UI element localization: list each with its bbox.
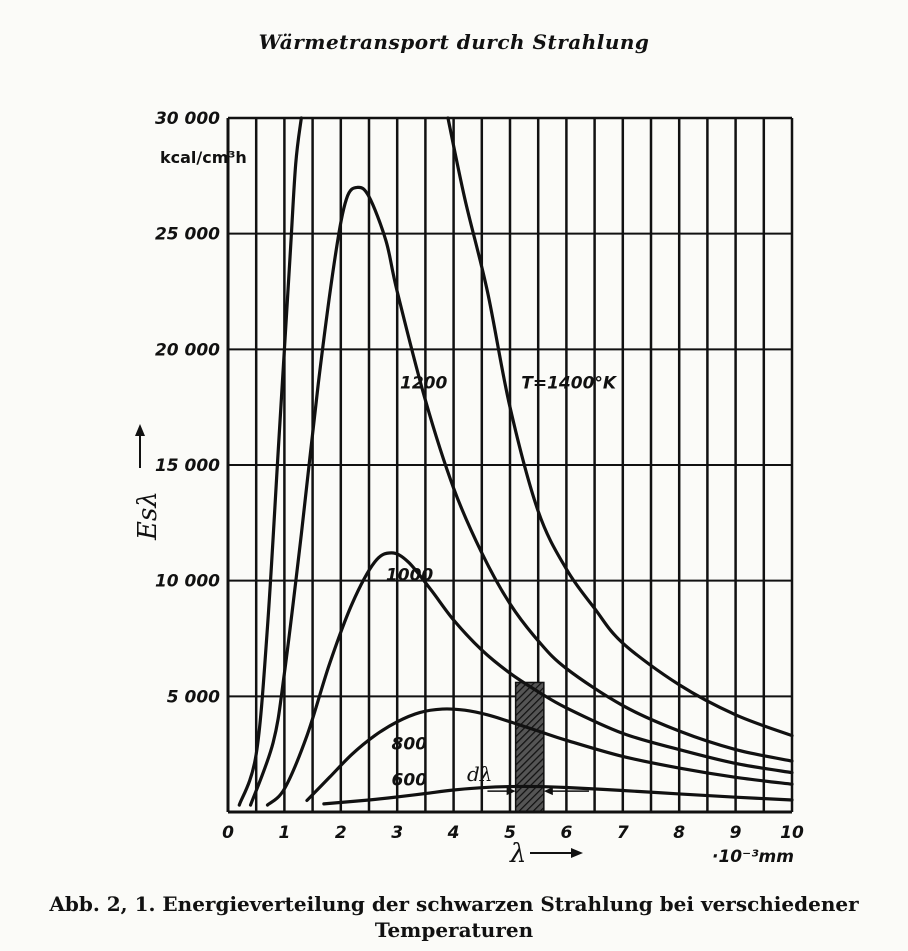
- y-tick-label: 5 000: [166, 687, 220, 708]
- y-tick-label: 25 000: [154, 224, 220, 245]
- x-tick-label: 7: [616, 823, 629, 843]
- y-axis-arrow: [135, 424, 145, 468]
- curve-1400-tail: [448, 118, 792, 736]
- x-tick-label: 0: [222, 823, 234, 843]
- curve-label: T=1400°K: [521, 373, 617, 394]
- caption-line-1: Abb. 2, 1. Energieverteilung der schwarzen Strahlung bei verschiedener: [49, 892, 859, 916]
- caption-line-2: Temperaturen: [374, 918, 534, 942]
- curve-label: 1000: [385, 565, 434, 586]
- curve-labels: [386, 374, 618, 791]
- x-tick-label: 6: [560, 823, 573, 843]
- x-tick-label: 9: [729, 823, 742, 843]
- x-axis-arrow: [530, 848, 583, 858]
- curve-label: 600: [391, 770, 428, 791]
- x-axis-label: λ: [510, 839, 527, 869]
- x-tick-label: 3: [391, 823, 404, 843]
- x-tick-label: 4: [447, 823, 460, 843]
- d-lambda-hatched-strip: [516, 682, 544, 812]
- x-unit-label: ·10⁻³mm: [712, 847, 794, 867]
- grid: [228, 118, 792, 812]
- page-header: Wärmetransport durch Strahlung: [258, 30, 650, 54]
- y-unit-label: kcal/cm³h: [160, 148, 247, 167]
- d-lambda-label: dλ: [467, 762, 493, 786]
- x-tick-label: 8: [673, 823, 686, 843]
- x-tick-label: 1: [278, 823, 291, 843]
- y-tick-labels: [155, 109, 220, 707]
- y-tick-label: 20 000: [154, 340, 220, 361]
- x-tick-label: 2: [334, 823, 347, 843]
- figure-caption: [0, 891, 908, 943]
- curve-label: 800: [391, 734, 428, 755]
- x-tick-label: 5: [504, 823, 516, 843]
- y-tick-label: 15 000: [154, 456, 220, 476]
- curve-label: 1200: [400, 373, 448, 394]
- y-axis-label: Esλ: [133, 491, 163, 540]
- curve-1400: [239, 118, 301, 805]
- x-tick-label: 10: [780, 823, 804, 843]
- y-tick-label: 10 000: [154, 571, 220, 592]
- y-tick-label: 30 000: [154, 109, 220, 129]
- d-lambda-strip: [487, 682, 589, 812]
